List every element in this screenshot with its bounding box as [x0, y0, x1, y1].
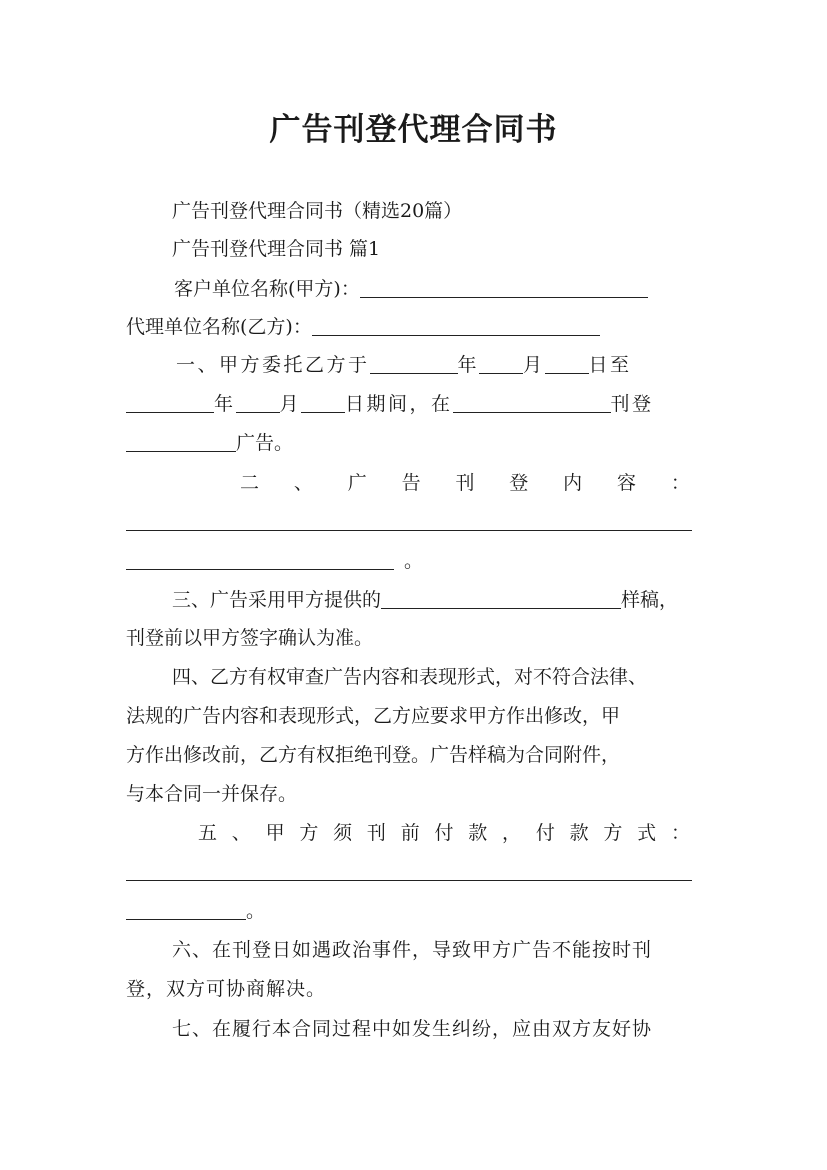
- clause-1-line-3: [126, 428, 706, 458]
- clause-4-line-2: 法规的广告内容和表现形式，乙方应要求甲方作出修改，甲: [126, 705, 621, 727]
- clause-3-lead: 三、广告采用甲方提供的: [172, 589, 382, 611]
- payment-method-blank[interactable]: [126, 862, 692, 881]
- clause-4-line-4: 与本合同一并保存。: [126, 783, 298, 805]
- clause-2-char: 内: [563, 472, 583, 494]
- clause-5-char: 付: [434, 822, 454, 844]
- clause-2-char: 登: [509, 472, 529, 494]
- ad-content-blank-2[interactable]: [126, 551, 394, 570]
- clause-3-tail: 样稿，: [621, 589, 679, 611]
- clause-7-line-1: 七、在履行本合同过程中如发生纠纷，应由双方友好协: [172, 1018, 653, 1040]
- clause-2-char: 告: [401, 472, 421, 494]
- document-title: 广告刊登代理合同书: [269, 112, 558, 148]
- clause-3-line-1: [126, 585, 706, 615]
- start-day-blank[interactable]: [545, 355, 589, 374]
- clause-5-char: 前: [400, 822, 420, 844]
- clause-5-char: 款: [468, 822, 488, 844]
- party-a-label: 客户单位名称(甲方)：: [174, 278, 360, 300]
- party-a-line: [126, 274, 750, 304]
- day-to-label: 日至: [588, 354, 632, 376]
- clause-2-char: 二: [240, 472, 260, 494]
- clause-5-char: 方: [603, 822, 623, 844]
- clause-5-char: 方: [299, 822, 319, 844]
- subtitle: 广告刊登代理合同书（精选20篇）: [172, 200, 463, 222]
- start-month-blank[interactable]: [479, 355, 523, 374]
- clause-5-heading: [198, 818, 690, 848]
- clause-2-char: 刊: [455, 472, 475, 494]
- ad-name-blank[interactable]: [126, 433, 236, 452]
- end-month-label: 月: [279, 393, 302, 415]
- clause-2-char: ：: [670, 472, 690, 494]
- end-month-blank[interactable]: [236, 394, 280, 413]
- clause-5-char: 付: [535, 822, 555, 844]
- party-b-line: [126, 312, 706, 342]
- start-year-blank[interactable]: [370, 355, 458, 374]
- ad-label: 广告。: [236, 432, 294, 454]
- clause-5-char: 甲: [265, 822, 285, 844]
- party-b-label: 代理单位名称(乙方)：: [126, 316, 312, 338]
- media-blank[interactable]: [453, 394, 611, 413]
- clause-2-heading: [240, 468, 690, 498]
- period-end-label: 日期间，在: [345, 393, 453, 415]
- clause-5-char: 须: [333, 822, 353, 844]
- month-label: 月: [523, 354, 545, 376]
- clause-2-char: 容: [617, 472, 637, 494]
- clause-4-line-1: 四、乙方有权审查广告内容和表现形式，对不符合法律、: [172, 666, 648, 688]
- clause-1-line-1: [126, 350, 706, 380]
- clause-5-blank-line-1: [126, 857, 706, 887]
- clause-1-lead: 一、甲方委托乙方于: [176, 354, 370, 376]
- year-label: 年: [457, 354, 480, 376]
- sample-blank[interactable]: [381, 590, 621, 609]
- clause-5-char: 五: [198, 822, 218, 844]
- clause-6-line-1: 六、在刊登日如遇政治事件，导致甲方广告不能按时刊: [172, 939, 653, 961]
- clause-5-char: 式: [637, 822, 657, 844]
- end-day-blank[interactable]: [301, 394, 345, 413]
- clause-5-char: 款: [569, 822, 589, 844]
- clause-5-char: 、: [231, 822, 251, 844]
- clause-4-line-3: 方作出修改前，乙方有权拒绝刊登。广告样稿为合同附件，: [126, 744, 621, 766]
- clause-2-char: 、: [293, 472, 313, 494]
- payment-method-blank-2[interactable]: [126, 901, 246, 920]
- clause-5-char: ：: [670, 822, 690, 844]
- party-b-blank[interactable]: [312, 317, 600, 336]
- clause-5-blank-line-2: [126, 896, 706, 926]
- clause-2-char: 广: [347, 472, 367, 494]
- clause-5-char: 刊: [366, 822, 386, 844]
- end-year-label: 年: [214, 393, 236, 415]
- clause-5-end: 。: [246, 900, 266, 922]
- clause-5-char: ，: [502, 822, 522, 844]
- section-title: 广告刊登代理合同书 篇1: [172, 238, 381, 260]
- ad-content-blank[interactable]: [126, 512, 692, 531]
- end-year-blank[interactable]: [126, 394, 214, 413]
- clause-6-line-2: 登，双方可协商解决。: [126, 978, 327, 1000]
- party-a-blank[interactable]: [360, 279, 648, 298]
- clause-2-blank-line-2: [126, 546, 706, 576]
- clause-3-line-2: 刊登前以甲方签字确认为准。: [126, 627, 374, 649]
- clause-2-blank-line-1: [126, 507, 706, 537]
- clause-2-end: 。: [404, 550, 424, 572]
- publish-label: 刊登: [610, 393, 654, 415]
- clause-1-line-2: [126, 389, 706, 419]
